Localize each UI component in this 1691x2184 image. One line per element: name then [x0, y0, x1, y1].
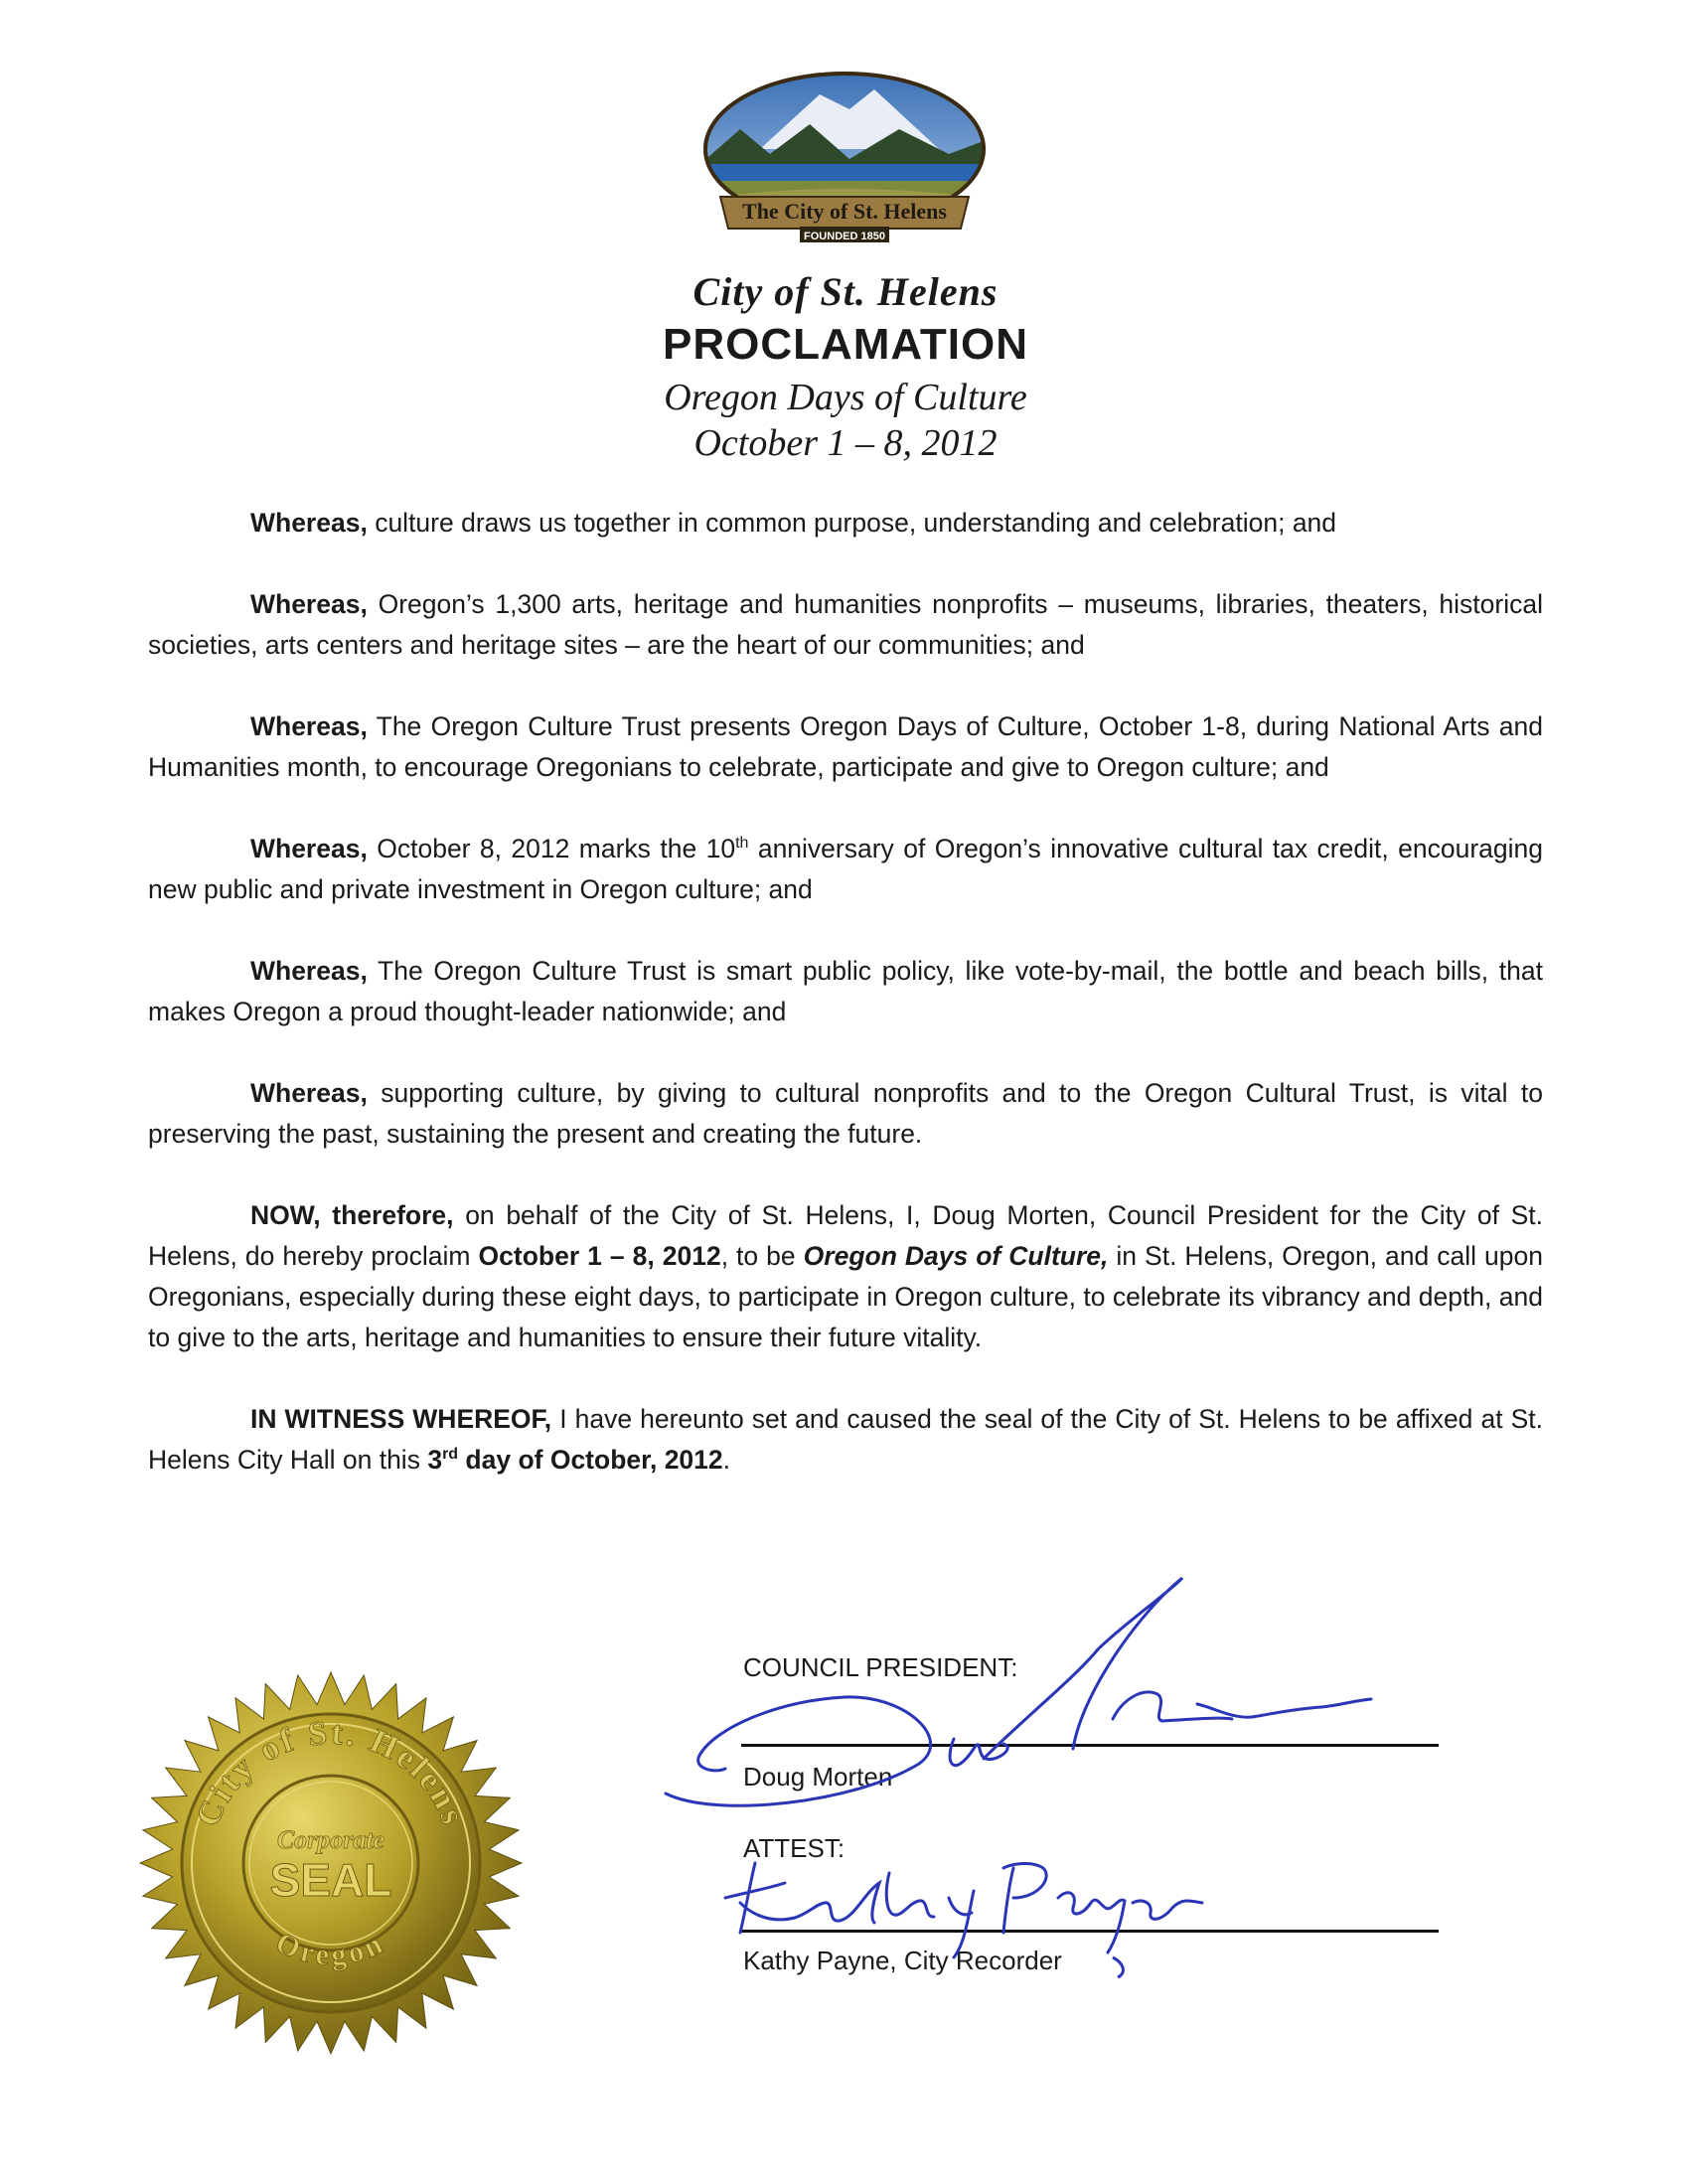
whereas-paragraph	[148, 1073, 1543, 1155]
witness-lead: IN WITNESS WHEREOF,	[250, 1404, 552, 1434]
whereas-paragraph	[148, 503, 1543, 544]
whereas-lead: Whereas,	[250, 956, 368, 986]
whereas-text: culture draws us together in common purpose, understanding and celebration; and	[367, 508, 1337, 538]
whereas-paragraph	[148, 584, 1543, 666]
proclamation-dates-inline: October 1 – 8, 2012	[478, 1241, 721, 1271]
whereas-text: The Oregon Culture Trust is smart public policy, like vote-by-mail, the bottle and beach bills, that makes Oregon a proud thought-leader nationwide; and	[148, 956, 1543, 1026]
proclamation-text: , to be	[720, 1241, 804, 1271]
council-president-name: Doug Morten	[743, 1762, 893, 1792]
proclamation-text: in St. Helens, Oregon, and call upon Oregonians, especially during these eight days, to participate in Oregon culture, to celebrate its vibrancy and depth, and to give to the arts, heritage and humanities to ensure their future vitality.	[148, 1241, 1543, 1352]
ordinal-suffix: th	[735, 835, 749, 853]
signature-line-president	[741, 1744, 1439, 1747]
whereas-paragraph	[148, 951, 1543, 1032]
whereas-text: supporting culture, by giving to cultural nonprofits and to the Oregon Cultural Trust, is vital to preserving the past, sustaining the present and creating the future.	[148, 1078, 1543, 1149]
signature-line-recorder	[741, 1930, 1439, 1933]
proclamation-subtitle: Oregon Days of Culture	[664, 377, 1027, 418]
witness-day: 3	[427, 1445, 443, 1475]
proclamation-lead: NOW, therefore,	[250, 1200, 454, 1230]
proclamation-body	[148, 503, 1543, 1521]
seal-top-text: City of St. Helens	[189, 1714, 473, 1832]
whereas-lead: Whereas,	[250, 834, 368, 863]
whereas-text: October 8, 2012 marks the 10	[367, 834, 736, 863]
witness-date: day of October, 2012	[458, 1445, 723, 1475]
witness-text: I have hereunto set and caused the seal of the City of St. Helens to be affixed at St. Helens City Hall on this	[148, 1404, 1543, 1475]
whereas-lead: Whereas,	[250, 508, 368, 538]
council-president-label: COUNCIL PRESIDENT:	[743, 1652, 1018, 1682]
whereas-paragraph	[148, 706, 1543, 788]
attest-label: ATTEST:	[743, 1833, 846, 1863]
proclamation-dates: October 1 – 8, 2012	[693, 422, 998, 464]
witness-text: .	[722, 1445, 731, 1475]
whereas-lead: Whereas,	[250, 589, 368, 619]
whereas-text: The Oregon Culture Trust presents Oregon Days of Culture, October 1-8, during National Arts and Humanities month, to encourage Oregonians to celebrate, participate and give to Oregon culture; and	[148, 711, 1543, 782]
page-title: PROCLAMATION	[662, 320, 1029, 369]
ordinal-suffix: rd	[442, 1446, 459, 1464]
city-logo	[700, 70, 989, 253]
city-recorder-name: Kathy Payne, City Recorder	[743, 1946, 1062, 1975]
witness-paragraph	[148, 1399, 1543, 1481]
corporate-seal	[137, 1669, 525, 2057]
whereas-text: Oregon’s 1,300 arts, heritage and humanities nonprofits – museums, libraries, theaters, historical societies, arts centers and heritage sites – are the heart of our communities; and	[148, 589, 1543, 660]
city-name: City of St. Helens	[692, 269, 999, 314]
proclamation-paragraph	[148, 1195, 1543, 1358]
logo-text-bottom: FOUNDED 1850	[804, 231, 885, 242]
seal-center-top: Corporate	[276, 1825, 385, 1854]
seal-bottom-text: Oregon	[270, 1926, 391, 1972]
whereas-lead: Whereas,	[250, 1078, 368, 1108]
whereas-text: anniversary of Oregon’s innovative cultural tax credit, encouraging new public and private investment in Oregon culture; and	[148, 834, 1543, 904]
event-name: Oregon Days of Culture,	[803, 1241, 1109, 1271]
proclamation-text: on behalf of the City of St. Helens, I, Doug Morten, Council President for the City of St. Helens, do hereby proclaim	[148, 1200, 1543, 1271]
seal-center-main: SEAL	[269, 1854, 392, 1906]
whereas-paragraph	[148, 829, 1543, 910]
logo-text-top: The City of St. Helens	[742, 199, 947, 224]
whereas-lead: Whereas,	[250, 711, 368, 741]
